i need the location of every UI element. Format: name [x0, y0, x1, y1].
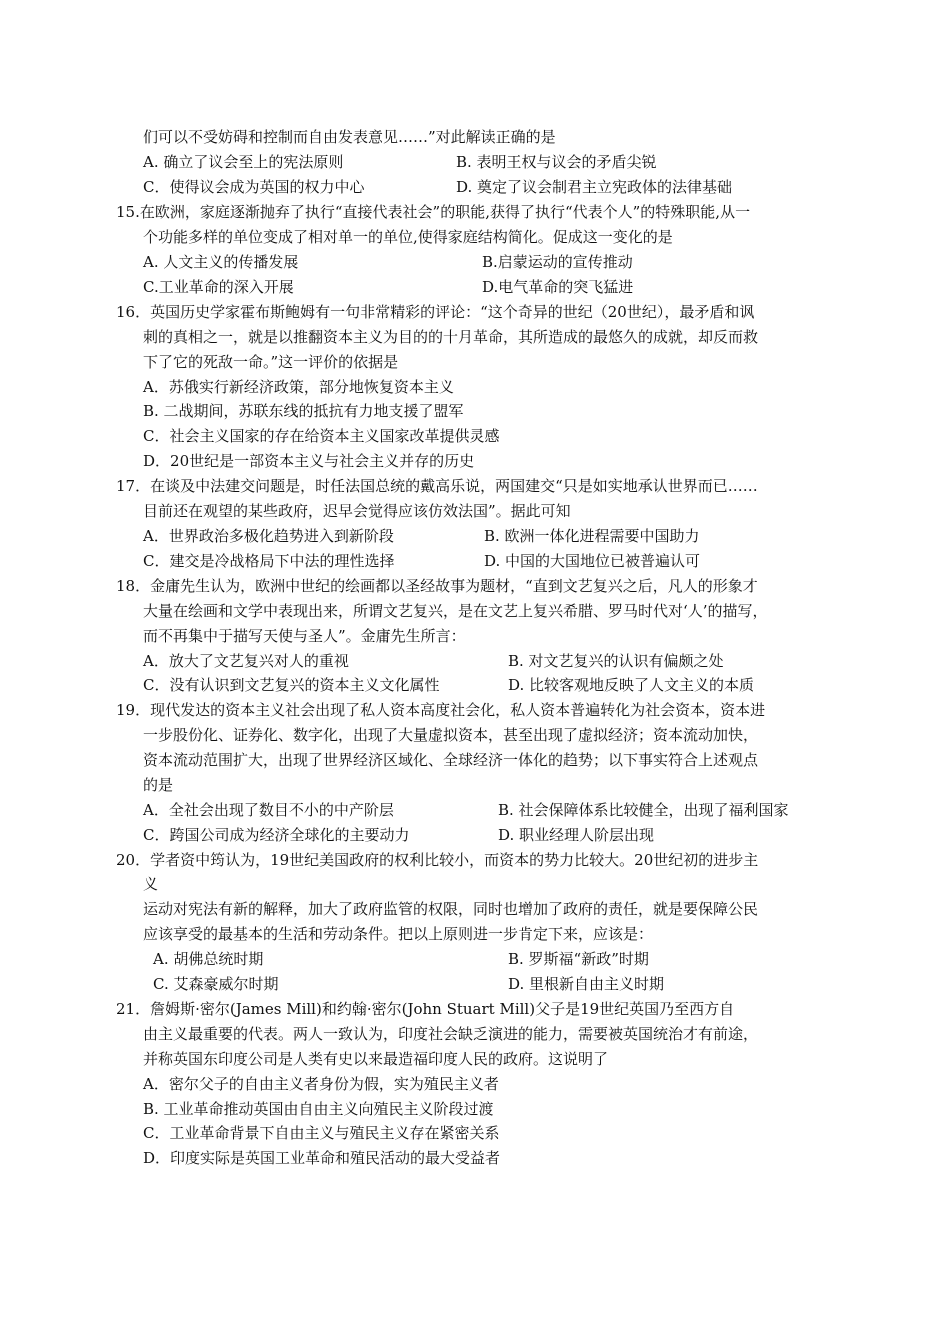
option-d: D．印度实际是英国工业革命和殖民活动的最大受益者 — [143, 1149, 501, 1167]
question-stem: 15.在欧洲，家庭逐渐抛弃了执行“直接代表社会”的职能,获得了执行“代表个人”的特殊职能,从一 — [116, 203, 751, 221]
question-stem: 应该享受的最基本的生活和劳动条件。把以上原则进一步肯定下来，应该是： — [143, 925, 654, 943]
option-c: C. 艾森豪威尔时期 — [153, 975, 279, 993]
option-c: C．跨国公司成为经济全球化的主要动力 — [143, 826, 410, 844]
option-d: D. 职业经理人阶层出现 — [498, 826, 655, 844]
question-stem: 由主义最重要的代表。两人一致认为，印度社会缺乏演进的能力，需要被英国统治才有前途， — [143, 1025, 759, 1043]
question-stem: 运动对宪法有新的解释，加大了政府监管的权限，同时也增加了政府的责任，就是要保障公民 — [143, 900, 759, 918]
question-stem: 21．詹姆斯·密尔(James Mill)和约翰·密尔(John Stuart Mill)父子是19世纪英国乃至西方自 — [116, 1000, 735, 1018]
question-stem: 18．金庸先生认为，欧洲中世纪的绘画都以圣经故事为题材，“直到文艺复兴之后，凡人的形象才 — [116, 577, 758, 595]
option-a: A．苏俄实行新经济政策，部分地恢复资本主义 — [143, 378, 454, 396]
question-stem: 而不再集中于描写天使与圣人”。金庸先生所言： — [143, 627, 466, 645]
option-c: C.工业革命的深入开展 — [143, 278, 294, 296]
option-d: D．20世纪是一部资本主义与社会主义并存的历史 — [143, 452, 475, 470]
option-a: A．放大了文艺复兴对人的重视 — [143, 652, 349, 670]
option-b: B. 社会保障体系比较健全，出现了福利国家 — [498, 801, 789, 819]
option-a: A．全社会出现了数目不小的中产阶层 — [143, 801, 394, 819]
question-stem: 16．英国历史学家霍布斯鲍姆有一句非常精彩的评论：“这个奇异的世纪（20世纪），最矛盾和讽 — [116, 303, 755, 321]
option-c: C．社会主义国家的存在给资本主义国家改革提供灵感 — [143, 427, 500, 445]
question-stem: 的是 — [143, 776, 174, 794]
option-c: C．工业革命背景下自由主义与殖民主义存在紧密关系 — [143, 1124, 500, 1142]
option-a: A. 胡佛总统时期 — [153, 950, 264, 968]
option-a: A．世界政治多极化趋势进入到新阶段 — [143, 527, 394, 545]
question-stem: 资本流动范围扩大，出现了世界经济区域化、全球经济一体化的趋势；以下事实符合上述观点 — [143, 751, 759, 769]
question-stem: 刺的真相之一，就是以推翻资本主义为目的的十月革命，其所造成的最悠久的成就，却反而救 — [143, 328, 759, 346]
option-c: C．建交是冷战格局下中法的理性选择 — [143, 552, 395, 570]
question-stem: 17．在谈及中法建交问题是，时任法国总统的戴高乐说，两国建交“只是如实地承认世界而已…… — [116, 477, 758, 495]
question-stem: 下了它的死敌一命。”这一评价的依据是 — [143, 353, 399, 371]
option-a: A．密尔父子的自由主义者身份为假，实为殖民主义者 — [143, 1075, 499, 1093]
question-stem: 义 — [143, 875, 159, 893]
option-c: C．没有认识到文艺复兴的资本主义文化属性 — [143, 676, 440, 694]
question-stem: 大量在绘画和文学中表现出来，所谓文艺复兴，是在文艺上复兴希腊、罗马时代对‘人’的描写， — [143, 602, 768, 620]
option-b: B. 表明王权与议会的矛盾尖锐 — [456, 153, 657, 171]
option-a: A. 确立了议会至上的宪法原则 — [143, 153, 344, 171]
option-d: D. 里根新自由主义时期 — [508, 975, 665, 993]
option-d: D. 奠定了议会制君主立宪政体的法律基础 — [456, 178, 733, 196]
option-b: B. 二战期间，苏联东线的抵抗有力地支援了盟军 — [143, 402, 464, 420]
option-b: B. 对文艺复兴的认识有偏颇之处 — [508, 652, 724, 670]
question-stem: 目前还在观望的某些政府，迟早会觉得应该仿效法国”。据此可知 — [143, 502, 571, 520]
option-b: B.启蒙运动的宣传推动 — [482, 253, 633, 271]
question-stem: 一步股份化、证券化、数字化，出现了大量虚拟资本，甚至出现了虚拟经济；资本流动加快， — [143, 726, 759, 744]
question-stem: 个功能多样的单位变成了相对单一的单位,使得家庭结构简化。促成这一变化的是 — [143, 228, 673, 246]
option-d: D.电气革命的突飞猛进 — [482, 278, 634, 296]
option-d: D. 比较客观地反映了人文主义的本质 — [508, 676, 755, 694]
option-c: C．使得议会成为英国的权力中心 — [143, 178, 365, 196]
option-b: B. 欧洲一体化进程需要中国助力 — [484, 527, 700, 545]
option-b: B. 工业革命推动英国由自由主义向殖民主义阶段过渡 — [143, 1100, 494, 1118]
option-d: D. 中国的大国地位已被普遍认可 — [484, 552, 701, 570]
question-stem: 并称英国东印度公司是人类有史以来最造福印度人民的政府。这说明了 — [143, 1050, 609, 1068]
option-a: A. 人文主义的传播发展 — [143, 253, 299, 271]
option-b: B. 罗斯福“新政”时期 — [508, 950, 649, 968]
question-stem: 19．现代发达的资本主义社会出现了私人资本高度社会化，私人资本普遍转化为社会资本，资本进 — [116, 701, 766, 719]
question-stem: 20．学者资中筠认为，19世纪美国政府的权利比较小，而资本的势力比较大。20世纪初的进步主 — [116, 851, 759, 869]
question-stem: 们可以不受妨碍和控制而自由发表意见……”对此解读正确的是 — [143, 128, 556, 146]
